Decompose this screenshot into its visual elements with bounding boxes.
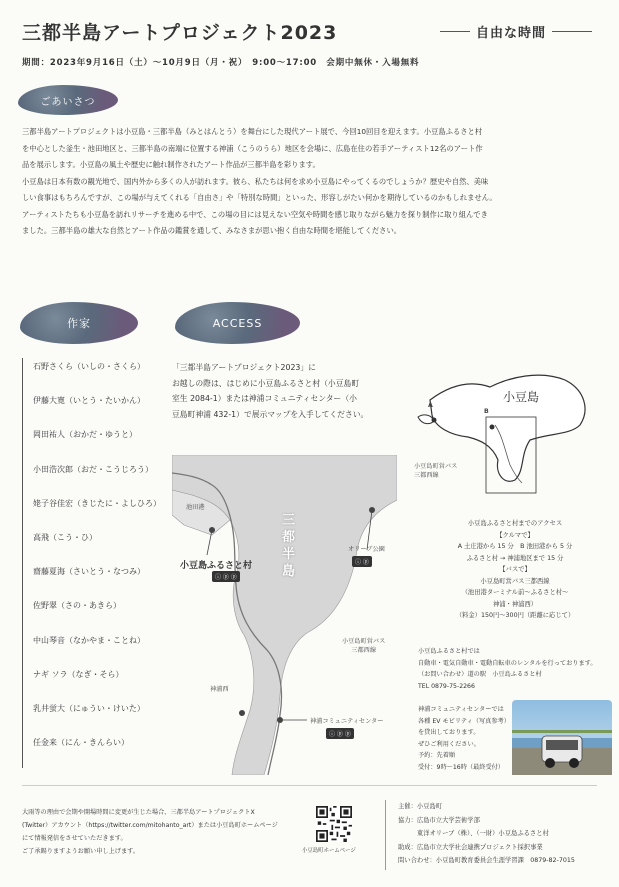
rental-line: （お問い合わせ）道の駅 小豆島ふるさと村 xyxy=(418,671,542,678)
ev-line: 予約：先着順 xyxy=(418,752,456,759)
subtitle: 自由な時間 xyxy=(476,26,547,41)
car-heading: 【クルマで】 xyxy=(496,531,534,539)
footer-note xyxy=(22,806,278,858)
subtitle-rule-right xyxy=(552,31,592,32)
subtitle-rule-left xyxy=(440,31,470,32)
greeting-line: を中心とした釜生・池田地区と、三都半島の南端に位置する神浦（こうのうら）地区を会場に、広島在住の若手アーティスト12名のアート作 xyxy=(22,143,483,153)
point-a-label: A xyxy=(428,402,433,409)
furusato-icons: ⓘ ⓟ ⓟ xyxy=(212,571,240,582)
artist-name: 乳井蛍大（にゅうい・けいた） xyxy=(33,703,145,713)
fare-line: （料金）150円〜300円（距離に応じて） xyxy=(455,612,575,619)
greeting-line: しい食事はもちろんですが、この場が与えてくれる「自由さ」や「特別な時間」といった、形容しがたい何かを期待しているのかもしれません。 xyxy=(22,193,497,202)
artist-name: ナギ ソラ（なぎ・そら） xyxy=(33,669,124,679)
rental-info xyxy=(418,646,597,692)
greeting-line: 小豆島は日本有数の観光地で、国内外から多くの人が訪れます。彼ら、私たちは何を求め小豆島にやってくるのでしょうか？歴史や自然、美味 xyxy=(22,176,489,186)
olive-park-label: オリーブ公園 xyxy=(348,546,385,553)
greeting-heading: ごあいさつ xyxy=(40,96,96,108)
furusato-label: 小豆島ふるさと村 xyxy=(180,561,253,571)
shodoshima-label: 小豆島 xyxy=(503,390,540,404)
note-line: にて情報発信をさせていただきます。 xyxy=(22,835,127,842)
bus-line: （池田港ターミナル前〜ふるさと村〜 xyxy=(461,589,569,596)
page-title: 三都半島アートプロジェクト2023 xyxy=(22,22,338,44)
artist-name: 姥子谷佳宏（きじたに・よしひろ） xyxy=(33,498,161,508)
olive-park-icons: ⓘ ⓟ xyxy=(352,556,372,567)
inset-bus-label: 小豆島町営バス 三都西線 xyxy=(414,463,458,479)
subtitle-group xyxy=(440,22,592,41)
artist-name: 高飛（こう・ひ） xyxy=(33,532,97,542)
rental-line: 小豆島ふるさと村では xyxy=(418,648,480,655)
credit-line: 問い合わせ：小豆島町教育委員会生涯学習課 0879-82-7015 xyxy=(398,857,575,864)
artist-name: 岡田祐人（おかだ・ゆうと） xyxy=(33,430,137,440)
event-period: 期間：2023年9月16日（土）〜10月9日（月・祝） 9:00〜17:00 会期中無休・入場無料 xyxy=(22,58,420,68)
greeting-line: 三都半島アートプロジェクトは小豆島・三都半島（みとはんとう）を舞台にした現代アート展で、今回10回目を迎えます。小豆島ふるさと村 xyxy=(22,127,483,136)
greeting-heading-blob xyxy=(18,85,118,115)
ev-line: 神浦コミュニティセンターでは xyxy=(418,706,504,713)
greeting-line: アーティストたちも小豆島を訪れリサーチを進める中で、この場の目には見えない空気や時間を感じ取りながら魅力を探り制作に取り組んでき xyxy=(22,209,488,219)
point-b-label: B xyxy=(484,408,489,415)
access-line: 室生 2084-1）または神浦コミュニティセンター（小 xyxy=(172,394,357,404)
bus-line: 神浦・神浦西） xyxy=(492,600,538,608)
bus-line: 小豆島町営バス三都西線 xyxy=(480,577,550,585)
qr-caption: 小豆島町ホームページ xyxy=(302,848,356,854)
access-heading: ACCESS xyxy=(212,316,263,330)
route-info xyxy=(420,518,610,622)
access-text xyxy=(172,360,412,422)
ev-line: を貸出しております。 xyxy=(418,729,480,736)
artist-list xyxy=(22,358,172,768)
access-line: お越しの際は、はじめに小豆島ふるさと村（小豆島町 xyxy=(172,378,360,388)
note-line: ご了承賜りますようお願い申し上げます。 xyxy=(22,848,140,855)
credit-line: 協力：広島市立大学芸術学部 xyxy=(398,816,480,824)
ev-info xyxy=(418,704,510,773)
ev-line: 各種 EV モビリティ（写真参考） xyxy=(418,717,510,725)
map-bus-label: 小豆島町営バス 三都西線 xyxy=(342,638,386,654)
greeting-text xyxy=(22,124,602,240)
artist-name: 佐野翠（さの・あきら） xyxy=(33,601,121,611)
ikeda-port-label: 池田港 xyxy=(186,504,205,511)
greeting-line: 品を展示します。小豆島の風土や歴史に触れ制作されたアート作品が三都半島を彩ります。 xyxy=(22,160,320,169)
ev-line: ぜひご利用ください。 xyxy=(418,740,480,748)
artist-name: 小田浩次郎（おだ・こうじろう） xyxy=(33,464,153,474)
ev-photo xyxy=(512,700,612,775)
artist-name: 齋藤夏海（さいとう・なつみ） xyxy=(33,567,145,577)
access-heading-blob xyxy=(175,302,300,344)
artist-name: 伊藤大寛（いとう・たいかん） xyxy=(33,396,145,406)
access-line: 豆島町神浦 432-1）で展示マップを入手してください。 xyxy=(172,409,369,419)
credits xyxy=(398,800,575,868)
artists-heading-blob xyxy=(20,302,138,344)
car-line: ふるさと村 → 神浦地区まで 15 分 xyxy=(466,554,564,562)
konoura-west-label: 神浦西 xyxy=(210,686,229,693)
car-line: A 土庄港から 15 分 B 池田港から 5 分 xyxy=(457,543,573,550)
route-title: 小豆島ふるさと村までのアクセス xyxy=(467,520,563,527)
artist-name: 任金来（にん・きんらい） xyxy=(33,738,129,748)
artists-heading: 作家 xyxy=(67,317,91,330)
rental-tel: TEL 0879-75-2266 xyxy=(418,682,475,690)
peninsula-label: 三都半島 xyxy=(282,513,296,579)
footer-divider xyxy=(22,785,597,786)
peninsula-map xyxy=(172,455,397,775)
bus-heading: 【バスで】 xyxy=(499,566,531,573)
credit-line: 東洋オリーブ（株）、（一財）小豆島ふるさと村 xyxy=(398,830,549,837)
konoura-west-marker xyxy=(239,710,245,716)
islet xyxy=(418,415,434,424)
credits-divider xyxy=(385,800,386,870)
point-b-marker xyxy=(490,425,495,430)
note-line: 大雨等の理由で会期や開場時間に変更が生じた場合、三都半島アートプロジェクトX xyxy=(22,809,255,816)
credit-line: 主催：小豆島町 xyxy=(398,803,443,810)
credit-line: 助成：広島市立大学社会連携プロジェクト採択事業 xyxy=(398,843,543,851)
community-center-label: 神浦コミュニティセンター xyxy=(310,718,384,725)
artist-name: 石野さくら（いしの・さくら） xyxy=(33,362,145,371)
greeting-line: ました。三都半島の雄大な自然とアート作品の鑑賞を通して、みなさまが思い抱く自由な時間を堪能してください。 xyxy=(22,226,402,235)
community-center-icons: ⓘ ⓟ ⓟ xyxy=(326,728,354,739)
ev-line: 受付：9時〜16時（最終受付） xyxy=(418,763,505,771)
artist-name: 中山琴音（なかやま・ことね） xyxy=(33,635,145,645)
note-line: (Twitter）アカウント（https://twitter.com/mitohanto_art）または小豆島町ホームページ xyxy=(22,822,278,829)
qr-code[interactable] xyxy=(316,806,352,842)
rental-line: 自動車・電気自動車・電動自転車のレンタルを行っております。 xyxy=(418,659,597,667)
access-line: 「三都半島アートプロジェクト2023」に xyxy=(172,363,316,372)
point-a-marker xyxy=(432,418,437,423)
